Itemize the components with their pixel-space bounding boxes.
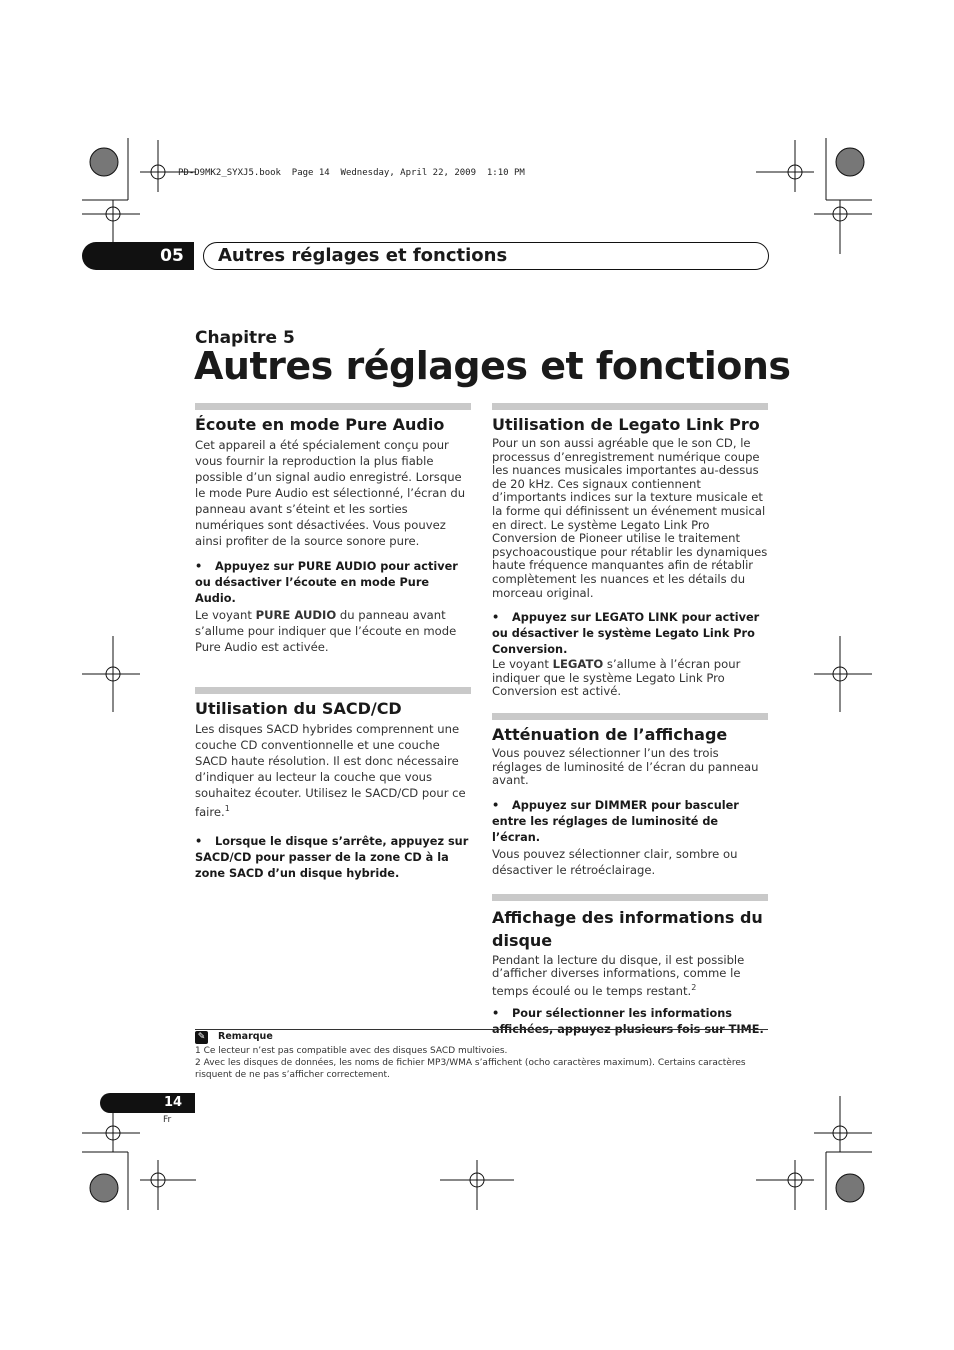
instruction-bullet: • Appuyez sur PURE AUDIO pour activer ou désactiver l’écoute en mode Pure Audio. (195, 560, 458, 605)
instruction-bullet: • Appuyez sur LEGATO LINK pour activer ou désactiver le système Legato Link Pro Conversion. (492, 611, 760, 657)
section-title: Utilisation de Legato Link Pro (492, 415, 760, 434)
footnote-ref: 1 (224, 804, 230, 813)
note-icon: ✎ (195, 1031, 208, 1044)
right-column (492, 403, 768, 1038)
page-title: Autres réglages et fonctions (194, 344, 791, 388)
result-text: Vous pouvez sélectionner clair, sombre ou désactiver le rétroéclairage. (492, 846, 738, 877)
footnote-1: 1 Ce lecteur n’est pas compatible avec des disques SACD multivoies. (195, 1046, 508, 1056)
left-column (195, 403, 471, 882)
page-number: 14 (163, 1095, 183, 1110)
section-title: Utilisation du SACD/CD (195, 699, 402, 718)
section-title: Affichage des informations du disque (492, 907, 763, 950)
result-text: Le voyant PURE AUDIO du panneau avant s’allume pour indiquer que l’écoute en mode Pure Audio est activée. (195, 608, 457, 654)
section-body: Cet appareil a été spécialement conçu pour vous fournir la reproduction la plus fiable possible d’un signal audio enregistré. Lorsque le mode Pure Audio est sélectionné, l’écran du panneau avant s’éteint et les sorties numériques sont désactivées. Vous pouvez ainsi profiter de la source sonore pure. (195, 438, 466, 548)
section-bar (492, 713, 768, 720)
section-body: Les disques SACD hybrides comprennent une couche CD conventionnelle et une couche SACD haute résolution. Il est donc nécessaire d’indiquer au lecteur la couche que vous souhaitez écouter. Utilisez le SACD/CD pour ce faire.$^1$ (195, 722, 466, 819)
print-info: PD-D9MK2_SYXJ5.book Page 14 Wednesday, April 22, 2009 1:10 PM (178, 168, 525, 178)
instruction-bullet: • Lorsque le disque s’arrête, appuyez sur SACD/CD pour passer de la zone CD à la zone SACD d’un disque hybride. (195, 834, 469, 880)
section-body: Pendant la lecture du disque, il est possible d’afficher diverses informations, comme le temps écoulé ou le temps restant.$^2$ (492, 952, 745, 998)
footnotes (195, 1045, 768, 1081)
section-title: Atténuation de l’affichage (492, 724, 728, 744)
section-body: Pour un son aussi agréable que le son CD, le processus d’enregistrement numérique coupe les nuances musicales importantes au-dessus de 20 kHz. Ces signaux contiennent d’importants indices sur la texture musicale et la forme qui définissent un événement musical en direct. Le système Legato Link Pro Conversion de Pioneer utilise le traitement psychoacoustique pour rétablir les dynamiques haute fréquence manquantes afin de rétablir complètement les nuances et les détails du morceau original. (492, 436, 768, 600)
section-body: Vous pouvez sélectionner l’un des trois réglages de luminosité de l’écran du panneau avant. (492, 745, 759, 788)
section-bar (492, 403, 768, 410)
header-title: Autres réglages et fonctions (218, 245, 508, 266)
section-title: Écoute en mode Pure Audio (195, 415, 445, 434)
section-disc-info (492, 894, 768, 1039)
footnote-2: 2 Avec les disques de données, les noms de fichier MP3/WMA s’affichent (ocho caractères maximum). Certains caractères risquent de ne pas s’afficher correctement. (195, 1058, 746, 1080)
footnote-ref: 2 (691, 982, 697, 992)
section-bar (195, 687, 471, 694)
instruction-bullet: • Pour sélectionner les informations (492, 1007, 733, 1021)
result-text: Le voyant LEGATO s’allume à l’écran pour indiquer que le système Legato Link Pro Conversion est activé. (492, 657, 741, 699)
notes-divider (195, 1029, 768, 1030)
section-pure-audio (195, 403, 471, 655)
section-sacd (195, 687, 471, 882)
section-legato (492, 403, 768, 699)
section-bar (492, 894, 768, 901)
chapter-label: Chapitre 5 (195, 328, 295, 348)
section-bar (195, 403, 471, 410)
section-dimmer (492, 713, 768, 878)
instruction-bullet: • Appuyez sur DIMMER pour basculer entre les réglages de luminosité de l’écran. (492, 798, 739, 844)
notes-label: Remarque (218, 1031, 273, 1042)
chapter-number: 05 (160, 246, 184, 266)
page-language: Fr (163, 1115, 172, 1125)
